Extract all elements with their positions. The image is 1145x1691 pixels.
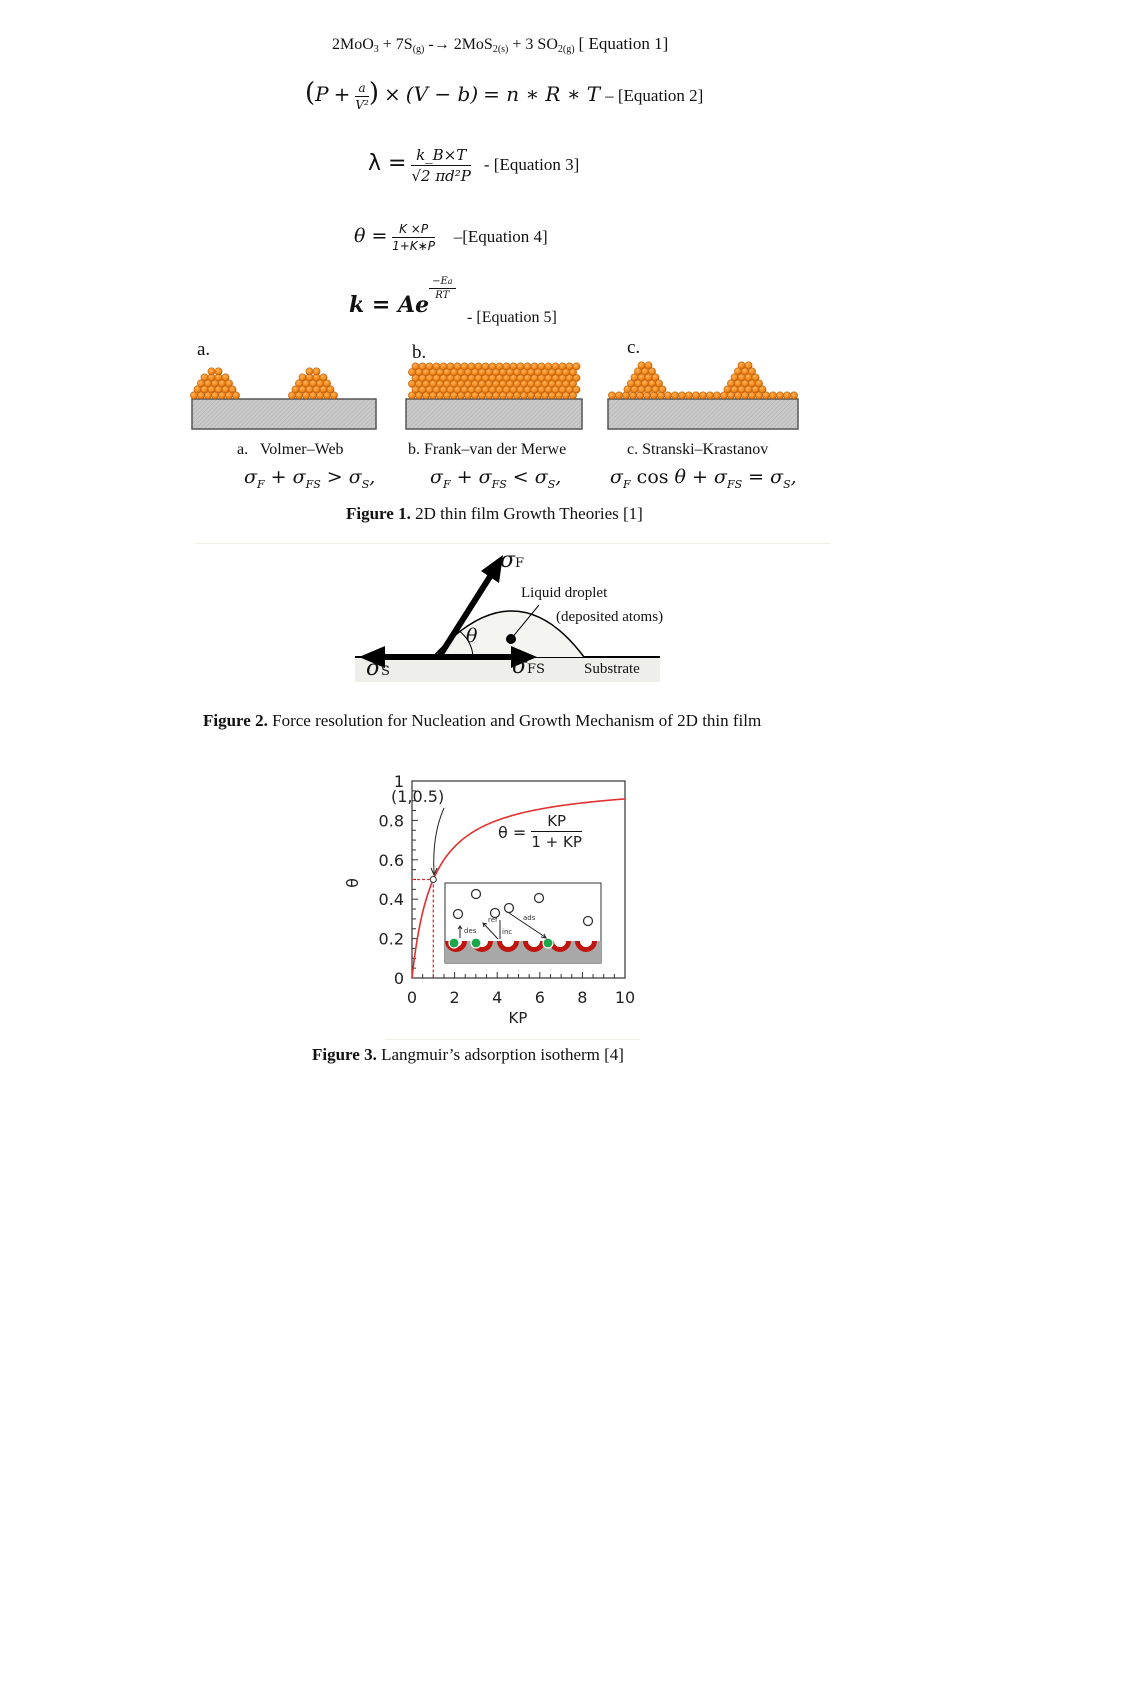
equation-1-label: [ Equation 1] — [578, 34, 669, 53]
divider — [385, 1039, 640, 1040]
eq3-denominator: √2 πd²P — [411, 167, 471, 185]
equation-4-label: –[Equation 4] — [453, 226, 548, 246]
figure-3-title-bold: Figure 3. — [312, 1045, 377, 1064]
fig1-diagram — [180, 355, 830, 435]
inset-ref-label: ref — [488, 916, 498, 924]
inset-ads-label: ads — [523, 914, 536, 922]
eq4-numerator: K ×P — [392, 222, 435, 238]
eq1-part: + 3 SO — [508, 36, 558, 53]
fig1-tag-b: b. — [412, 342, 427, 363]
fig3-eq-fraction — [531, 812, 582, 851]
eq1-sub: 2(g) — [557, 44, 575, 55]
eq3-lhs: λ = — [368, 151, 407, 177]
fig1-tag-a: a. — [197, 339, 211, 360]
equation-5-label: - [Equation 5] — [467, 309, 557, 326]
eq1-part: + 7S — [378, 36, 413, 53]
figure-3-title-text: Langmuir’s adsorption isotherm [4] — [376, 1045, 624, 1064]
x-tick-label: 8 — [577, 988, 588, 1007]
eq3-fraction — [411, 146, 470, 185]
y-tick-label: 0.8 — [378, 811, 404, 831]
eq2-denominator: V² — [355, 97, 369, 112]
equation-4 — [354, 222, 548, 253]
fig3-equation — [498, 812, 582, 851]
eq5-exp-den: RT — [435, 290, 450, 301]
fig2-theta: θ — [466, 625, 478, 647]
eq2-fraction — [355, 81, 368, 112]
eq2-vb: (V − b) — [405, 82, 479, 106]
figure-1-title-bold: Figure 1. — [346, 504, 411, 523]
figure-1-title-text: 2D thin film Growth Theories [1] — [410, 504, 643, 523]
x-tick-label: 2 — [449, 988, 460, 1007]
x-tick-label: 10 — [614, 988, 636, 1007]
eq5-exp-num: −E — [432, 276, 448, 287]
fig1-condition-a: $\sigma_F + \sigma_{FS} > \sigma_S$, — [244, 466, 376, 491]
eq5-exp-sub: a — [447, 277, 453, 286]
y-tick-label: 1 — [393, 772, 404, 791]
eq5-lhs: k = Ae — [349, 292, 430, 318]
fig1-condition-c: $\sigma_F$ $\cos \theta + \sigma_{FS} = \sigma_S$, — [610, 466, 797, 491]
fig1-caption-b: b. Frank–van der Merwe — [408, 441, 567, 458]
x-tick-label: 0 — [406, 988, 418, 1007]
eq3-numerator: k_B×T — [411, 146, 470, 166]
fig3-annotation: (1,0.5) — [391, 787, 445, 806]
y-tick-label: 0 — [393, 969, 404, 988]
eq2-numerator: a — [355, 81, 368, 97]
substrate-b — [406, 399, 582, 429]
eq2-p: P — [315, 82, 329, 106]
y-tick-label: 0.2 — [378, 929, 404, 949]
figure-2-title-bold: Figure 2. — [203, 711, 268, 730]
eq4-fraction — [392, 222, 435, 253]
eq1-sub: 2(s) — [492, 44, 509, 55]
inset-inc-label: inc — [502, 928, 513, 936]
figure-2-title-text: Force resolution for Nucleation and Growth Mechanism of 2D thin film — [267, 711, 762, 730]
x-tick-label: 6 — [534, 988, 545, 1007]
equation-3-label: - [Equation 3] — [483, 155, 580, 175]
fig3-eq-num: KP — [531, 812, 582, 832]
fig2-droplet-label: Liquid droplet — [521, 585, 608, 601]
equation-2-label: – [Equation 2] — [605, 86, 704, 105]
equation-3 — [368, 146, 579, 185]
equation-2: (P + $\frac{a}{\text{V²}}$ ) × (V − b) = n ∗ R ∗ T – [Equation 2] — [305, 78, 704, 112]
substrate-c — [608, 399, 798, 429]
fig2-substrate-label: Substrate — [584, 661, 640, 677]
eq5-exponent — [429, 276, 455, 301]
substrate-a — [192, 399, 376, 429]
eq4-lhs: θ = — [354, 224, 388, 247]
x-tick-label: 4 — [492, 988, 503, 1007]
fig3-eq-lhs: θ = — [498, 823, 527, 842]
inset-des-label: des — [464, 927, 477, 935]
eq1-sub: (g) — [412, 44, 425, 55]
figure-2-title — [203, 711, 761, 731]
eq2-rhs: = n ∗ R ∗ T — [483, 82, 601, 106]
fig1-condition-b: $\sigma_F + \sigma_{FS} < \sigma_S$, — [430, 466, 562, 491]
y-axis-label: θ — [343, 878, 362, 888]
fig1-caption-c: c. Stranski–Krastanov — [627, 441, 769, 458]
fig3-langmuir-chart — [340, 765, 650, 1030]
divider — [195, 543, 830, 544]
eq4-denominator: 1+K∗P — [392, 239, 436, 253]
fig3-eq-den: 1 + KP — [531, 833, 582, 851]
fig2-droplet-sublabel: (deposited atoms) — [556, 609, 664, 625]
fig1-tag-c: c. — [627, 337, 641, 358]
y-tick-label: 0.4 — [378, 890, 404, 910]
x-axis-label: KP — [508, 1009, 528, 1027]
figure-1-title — [346, 504, 643, 524]
fig2-sigma-f: σF — [500, 548, 525, 573]
fig2-sigma-s: σS — [366, 656, 390, 681]
eq1-sub: 3 — [373, 44, 379, 55]
eq1-part: -→ 2MoS — [424, 36, 493, 53]
eq1-part: 2MoO — [332, 36, 374, 53]
figure-3-title — [312, 1045, 624, 1065]
fig2-sigma-fs: σFS — [512, 654, 545, 679]
fig1-caption-a: a. Volmer–Web — [237, 441, 344, 458]
y-tick-label: 0.6 — [378, 850, 404, 870]
equation-5 — [349, 276, 557, 326]
equation-1 — [332, 34, 668, 55]
